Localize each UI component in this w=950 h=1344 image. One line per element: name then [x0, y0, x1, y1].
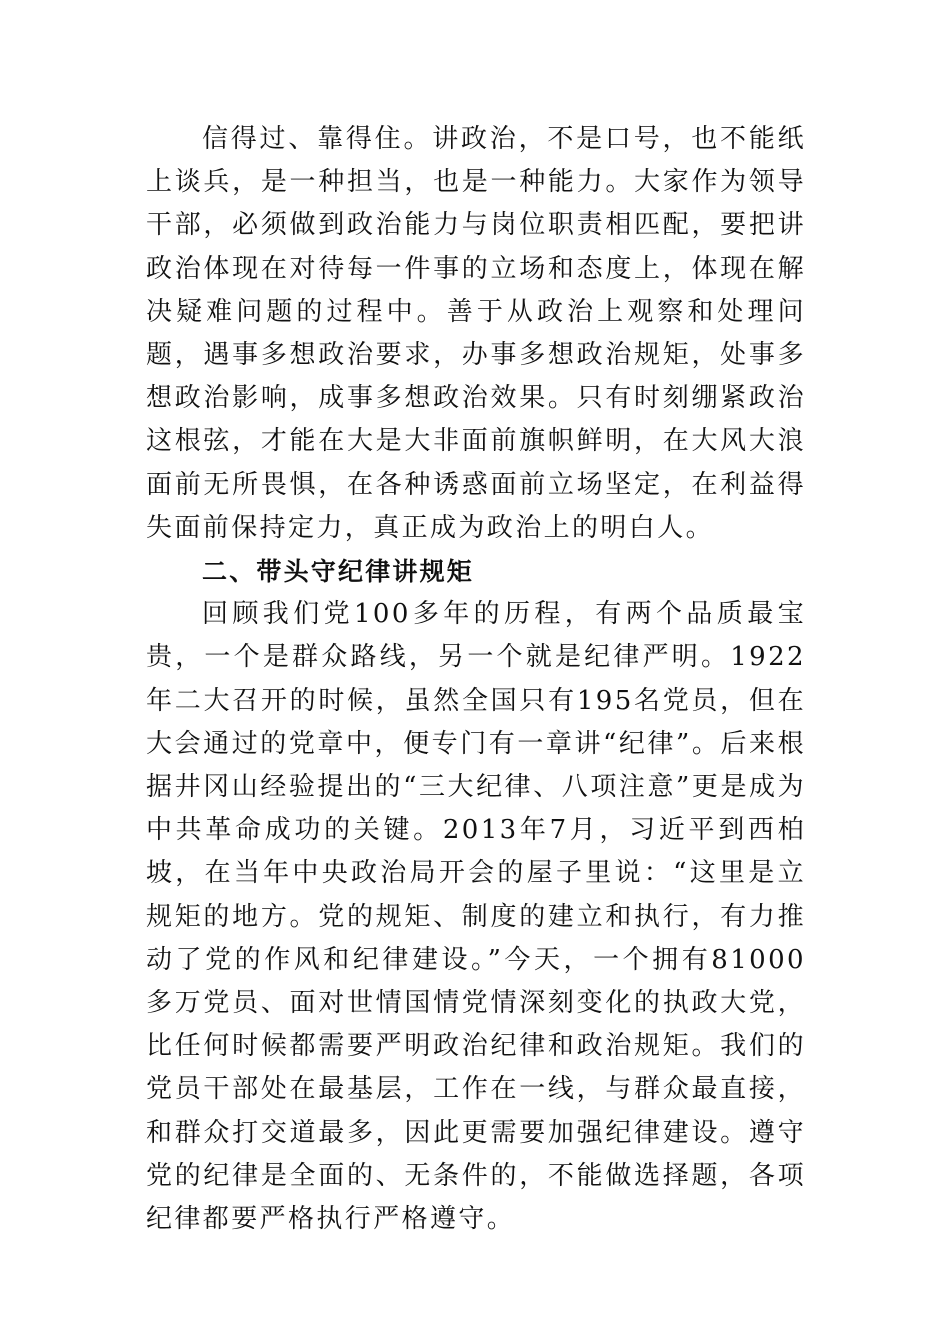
paragraph-discipline: 回顾我们党100多年的历程，有两个品质最宝贵，一个是群众路线，另一个就是纪律严明。1922年二大召开的时候，虽然全国只有195名党员，但在大会通过的党章中，便专门有一章讲“纪律”。后来根据井冈山经验提出的“三大纪律、八项注意”更是成为中共革命成功的关键。2013年7月，习近平到西柏坡，在当年中央政治局开会的屋子里说：“这里是立规矩的地方。党的规矩、制度的建立和执行，有力推动了党的作风和纪律建设。”今天，一个拥有81000多万党员、面对世情国情党情深刻变化的执政大党，比任何时候都需要严明政治纪律和政治规矩。我们的党员干部处在最基层，工作在一线，与群众最直接，和群众打交道最多，因此更需要加强纪律建设。遵守党的纪律是全面的、无条件的，不能做选择题，各项纪律都要严格执行严格遵守。	[146, 599, 806, 1235]
section-heading: 二、带头守纪律讲规矩	[202, 557, 475, 587]
document-body	[146, 118, 806, 1241]
paragraph-continued: 信得过、靠得住。讲政治，不是口号，也不能纸上谈兵，是一种担当，也是一种能力。大家作为领导干部，必须做到政治能力与岗位职责相匹配，要把讲政治体现在对待每一件事的立场和态度上，体现在解决疑难问题的过程中。善于从政治上观察和处理问题，遇事多想政治要求，办事多想政治规矩，处事多想政治影响，成事多想政治效果。只有时刻绷紧政治这根弦，才能在大是大非面前旗帜鲜明，在大风大浪面前无所畏惧，在各种诱惑面前立场坚定，在利益得失面前保持定力，真正成为政治上的明白人。	[146, 124, 806, 543]
